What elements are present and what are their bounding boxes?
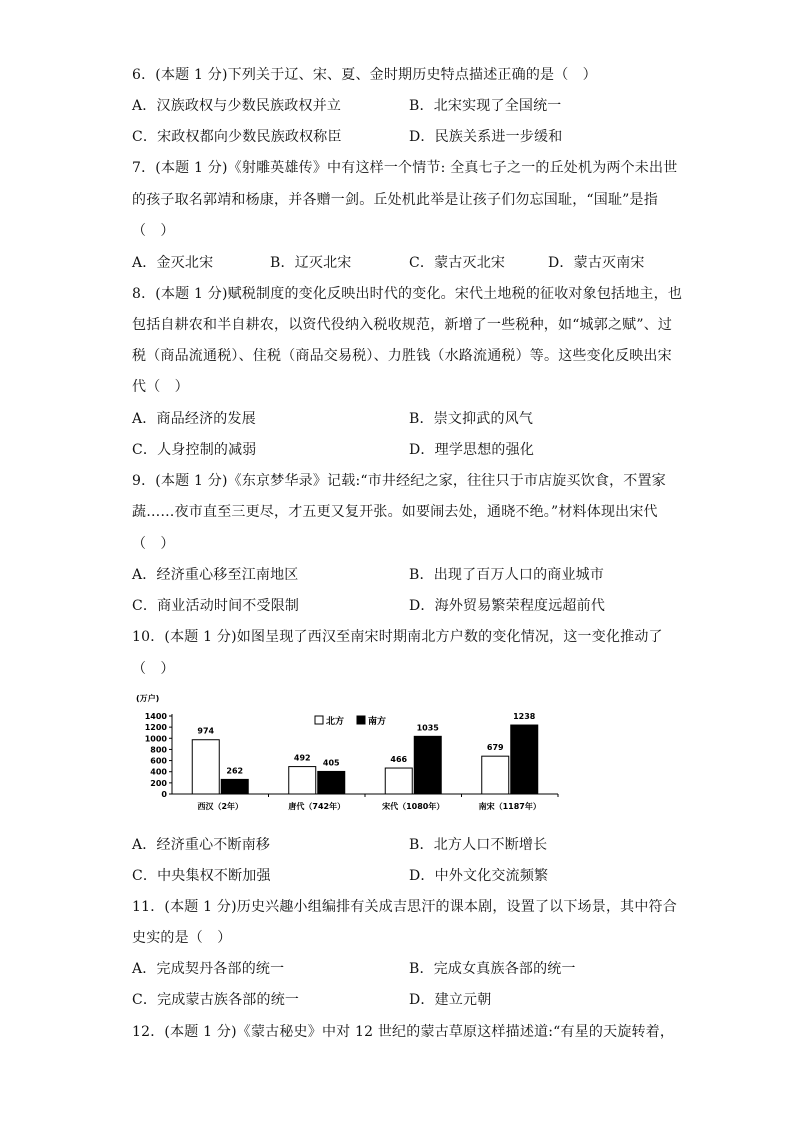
legend-label: 北方 — [326, 717, 345, 727]
q9-stem-line3: （ ） — [132, 536, 175, 552]
legend-label: 南方 — [368, 717, 387, 727]
bar-value-label: 1035 — [416, 723, 439, 733]
q10-option-a[interactable]: A．经济重心不断南移 — [132, 837, 271, 853]
q6-option-a[interactable]: A．汉族政权与少数民族政权并立 — [132, 98, 342, 114]
bar-north — [192, 740, 219, 794]
bar-value-label: 492 — [293, 753, 311, 763]
q7-option-a[interactable]: A．金灭北宋 — [132, 255, 214, 271]
q9-option-a[interactable]: A．经济重心移至江南地区 — [132, 567, 299, 583]
x-category-label: 宋代（1080年） — [382, 802, 445, 811]
bar-south — [414, 736, 441, 794]
y-tick-label: 1400 — [144, 712, 167, 721]
y-tick-label: 800 — [150, 745, 167, 755]
bar-value-label: 405 — [322, 758, 340, 768]
bar-value-label: 262 — [226, 766, 244, 776]
q7-option-d[interactable]: D．蒙古灭南宋 — [548, 255, 645, 271]
y-tick-label: 1000 — [144, 734, 167, 744]
q9-stem-line1: 9．(本题 1 分)《东京梦华录》记载:“市井经纪之家，往往只于市店旋买饮食，不置家 — [132, 473, 666, 489]
q8-option-d[interactable]: D．理学思想的强化 — [409, 442, 535, 458]
y-tick-label: 400 — [150, 767, 167, 777]
q9-option-c[interactable]: C．商业活动时间不受限制 — [132, 598, 300, 614]
q7-option-c[interactable]: C．蒙古灭北宋 — [409, 255, 506, 271]
q10-stem-line2: （ ） — [132, 661, 175, 677]
q7-stem-line2: 的孩子取名郭靖和杨康，并各赠一剑。丘处机此举是让孩子们勿忘国耻，“国耻”是指 — [132, 192, 658, 208]
q8-option-a[interactable]: A．商品经济的发展 — [132, 411, 256, 427]
x-category-label: 南宋（1187年） — [478, 802, 541, 811]
q9-option-d[interactable]: D．海外贸易繁荣程度远超前代 — [409, 598, 606, 614]
q9-stem-line2: 蔬……夜市直至三更尽，才五更又复开张。如要闹去处，通晓不绝。”材料体现出宋代 — [132, 504, 658, 520]
q7-stem-line3: （ ） — [132, 223, 175, 239]
bar-north — [289, 767, 316, 794]
q9-option-b[interactable]: B．出现了百万人口的商业城市 — [409, 567, 605, 583]
q8-stem-line3: 税（商品流通税）、住税（商品交易税）、力胜钱（水路流通税）等。这些变化反映出宋 — [132, 348, 672, 364]
x-category-label: 西汉（2年） — [197, 802, 244, 811]
q8-option-c[interactable]: C．人身控制的减弱 — [132, 442, 257, 458]
y-tick-label: 1200 — [144, 723, 167, 733]
household-chart — [130, 692, 562, 820]
legend-swatch-north — [315, 716, 323, 724]
q10-option-d[interactable]: D．中外文化交流频繁 — [409, 868, 549, 884]
q6-stem: 6．(本题 1 分)下列关于辽、宋、夏、金时期历史特点描述正确的是（ ） — [132, 67, 597, 83]
y-tick-label: 200 — [150, 778, 167, 788]
q6-option-b[interactable]: B．北宋实现了全国统一 — [409, 98, 562, 114]
q8-stem-line1: 8．(本题 1 分)赋税制度的变化反映出时代的变化。宋代土地税的征收对象包括地主，也 — [132, 286, 683, 302]
household-chart-svg — [130, 692, 562, 820]
bar-value-label: 1238 — [513, 712, 536, 722]
q7-stem-line1: 7．(本题 1 分)《射雕英雄传》中有这样一个情节: 全真七子之一的丘处机为两个未出世 — [132, 160, 678, 176]
q7-option-b[interactable]: B．辽灭北宋 — [270, 255, 352, 271]
q11-option-a[interactable]: A．完成契丹各部的统一 — [132, 961, 285, 977]
y-axis-unit-label: (万户) — [136, 694, 160, 703]
q6-option-c[interactable]: C．宋政权都向少数民族政权称臣 — [132, 129, 342, 145]
q6-option-d[interactable]: D．民族关系进一步缓和 — [409, 129, 563, 145]
bar-north — [385, 768, 412, 794]
y-tick-label: 0 — [161, 790, 167, 799]
q10-option-b[interactable]: B．北方人口不断增长 — [409, 837, 548, 853]
q11-option-c[interactable]: C．完成蒙古族各部的统一 — [132, 992, 300, 1008]
q8-stem-line2: 包括自耕农和半自耕农，以资代役纳入税收规范，新增了一些税种，如“城郭之赋”、过 — [132, 317, 673, 333]
bar-north — [482, 756, 509, 794]
q11-stem-line1: 11．(本题 1 分)历史兴趣小组编排有关成吉思汗的课本剧，设置了以下场景，其中符合 — [132, 899, 677, 915]
q8-option-b[interactable]: B．崇文抑武的风气 — [409, 411, 534, 427]
bar-value-label: 974 — [197, 726, 215, 736]
bar-value-label: 679 — [486, 743, 504, 753]
bar-value-label: 466 — [390, 755, 408, 765]
q11-option-b[interactable]: B．完成女真族各部的统一 — [409, 961, 576, 977]
q11-stem-line2: 史实的是（ ） — [132, 930, 232, 946]
q8-stem-line4: 代（ ） — [132, 379, 189, 395]
bar-south — [221, 779, 248, 794]
bar-south — [511, 725, 538, 794]
y-tick-label: 600 — [150, 756, 167, 766]
q12-stem-line1: 12．(本题 1 分)《蒙古秘史》中对 12 世纪的蒙古草原这样描述道:“有星的天旋转着， — [132, 1024, 675, 1040]
bar-south — [318, 771, 345, 794]
legend-swatch-south — [357, 716, 365, 724]
q10-option-c[interactable]: C．中央集权不断加强 — [132, 868, 271, 884]
q10-stem-line1: 10．(本题 1 分)如图呈现了西汉至南宋时期南北方户数的变化情况，这一变化推动了 — [132, 629, 663, 645]
q11-option-d[interactable]: D．建立元朝 — [409, 992, 492, 1008]
x-category-label: 唐代（742年） — [288, 802, 346, 811]
